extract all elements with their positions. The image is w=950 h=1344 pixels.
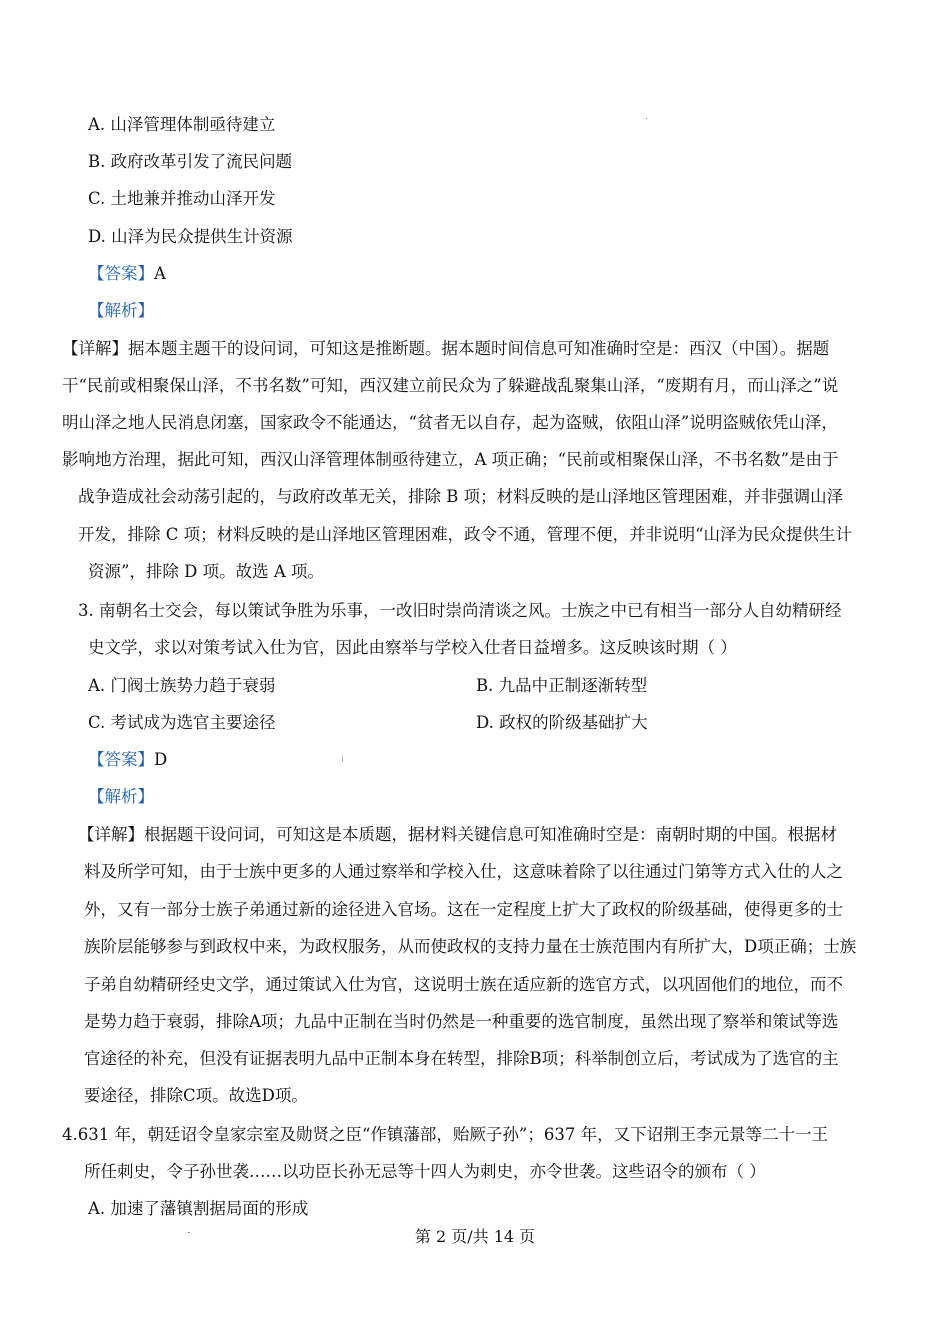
q4-stem-line-1: 4.631 年，朝廷诏令皇家宗室及勋贤之臣“作镇藩部，贻厥子孙”；637 年，又下诏荆王李元景等二十一王 [62, 1125, 829, 1144]
answer-value: A [154, 264, 166, 283]
q2-option-c: C. 土地兼并推动山泽开发 [88, 189, 276, 208]
q3-detail-line-7: 官途径的补充，但没有证据表明九品中正制本身在转型，排除B项；科举制创立后，考试成为了选官的主 [84, 1049, 839, 1068]
q2-option-a: A. 山泽管理体制亟待建立 [88, 115, 276, 134]
q2-detail-line-6: 开发，排除 C 项；材料反映的是山泽地区管理困难，政令不通，管理不便，并非说明“山泽为民众提供生计 [78, 525, 853, 544]
q3-analysis-label: 【解析】 [88, 787, 154, 806]
q2-detail-line-3: 明山泽之地人民消息闭塞，国家政令不能通达，“贫者无以自存，起为盗贼，依阻山泽”说明盗贼依凭山泽， [62, 413, 838, 432]
q2-detail-line-7: 资源”，排除 D 项。故选 A 项。 [88, 562, 325, 581]
q3-option-c: C. 考试成为选官主要途径 [88, 713, 276, 732]
q3-option-d: D. 政权的阶级基础扩大 [476, 713, 648, 732]
q3-stem-line-1: 3. 南朝名士交会，每以策试争胜为乐事，一改旧时崇尚清谈之风。士族之中已有相当一部分人自幼精研经 [78, 601, 842, 620]
q2-detail-line-5: 战争造成社会动荡引起的，与政府改革无关，排除 B 项；材料反映的是山泽地区管理困难，并非强调山泽 [78, 487, 844, 506]
page-footer: 第 2 页/共 14 页 [414, 1227, 536, 1246]
q3-option-a: A. 门阀士族势力趋于衰弱 [88, 676, 276, 695]
q2-detail-line-4: 影响地方治理，据此可知，西汉山泽管理体制亟待建立，A 项正确；“民前或相聚保山泽，不书名数”是由于 [62, 450, 839, 469]
q4-option-a: A. 加速了藩镇割据局面的形成 [88, 1199, 309, 1218]
scan-speck [646, 118, 647, 119]
q2-answer [88, 263, 166, 285]
q3-detail-line-6: 是势力趋于衰弱，排除A项；九品中正制在当时仍然是一种重要的选官制度，虽然出现了察举和策试等选 [84, 1012, 839, 1031]
q4-stem-line-2: 所任刺史，令子孙世袭……以功臣长孙无忌等十四人为刺史，亦令世袭。这些诏令的颁布（ ） [84, 1162, 766, 1181]
q3-detail-line-8: 要途径，排除C项。故选D项。 [84, 1086, 308, 1105]
answer-value: D [154, 750, 168, 769]
q3-option-b: B. 九品中正制逐渐转型 [476, 676, 648, 695]
answer-label: 【答案】 [88, 750, 154, 769]
q3-detail-line-4: 族阶层能够参与到政权中来，为政权服务，从而使政权的支持力量在士族范围内有所扩大，D项正确；士族 [84, 937, 857, 956]
q2-analysis-label: 【解析】 [88, 301, 154, 320]
scan-speck [188, 1232, 190, 1233]
q2-option-d: D. 山泽为民众提供生计资源 [88, 227, 293, 246]
q3-detail-line-5: 子弟自幼精研经史文学，通过策试入仕为官，这说明士族在适应新的选官方式，以巩固他们的地位，而不 [84, 975, 843, 994]
q3-stem-line-2: 史文学，求以对策考试入仕为官，因此由察举与学校入仕者日益增多。这反映该时期（ ） [88, 638, 737, 657]
q2-option-b: B. 政府改革引发了流民问题 [88, 152, 293, 171]
q3-detail-line-2: 料及所学可知，由于士族中更多的人通过察举和学校入仕，这意味着除了以往通过门第等方式入仕的人之 [84, 862, 843, 881]
q2-detail-line-1: 【详解】据本题主题干的设问词，可知这是推断题。据本题时间信息可知准确时空是：西汉（中国）。据题 [62, 339, 830, 358]
q2-detail-line-2: 干“民前或相聚保山泽，不书名数”可知，西汉建立前民众为了躲避战乱聚集山泽，“废期有月，而山泽之”说 [62, 376, 839, 395]
answer-label: 【答案】 [88, 264, 154, 283]
q3-detail-line-3: 外，又有一部分士族子弟通过新的途径进入官场。这在一定程度上扩大了政权的阶级基础，使得更多的士 [84, 900, 843, 919]
q3-answer [88, 749, 167, 771]
q3-detail-line-1: 【详解】根据题干设问词，可知这是本质题，据材料关键信息可知准确时空是：南朝时期的中国。根据材 [78, 825, 837, 844]
scan-speck [342, 756, 343, 762]
